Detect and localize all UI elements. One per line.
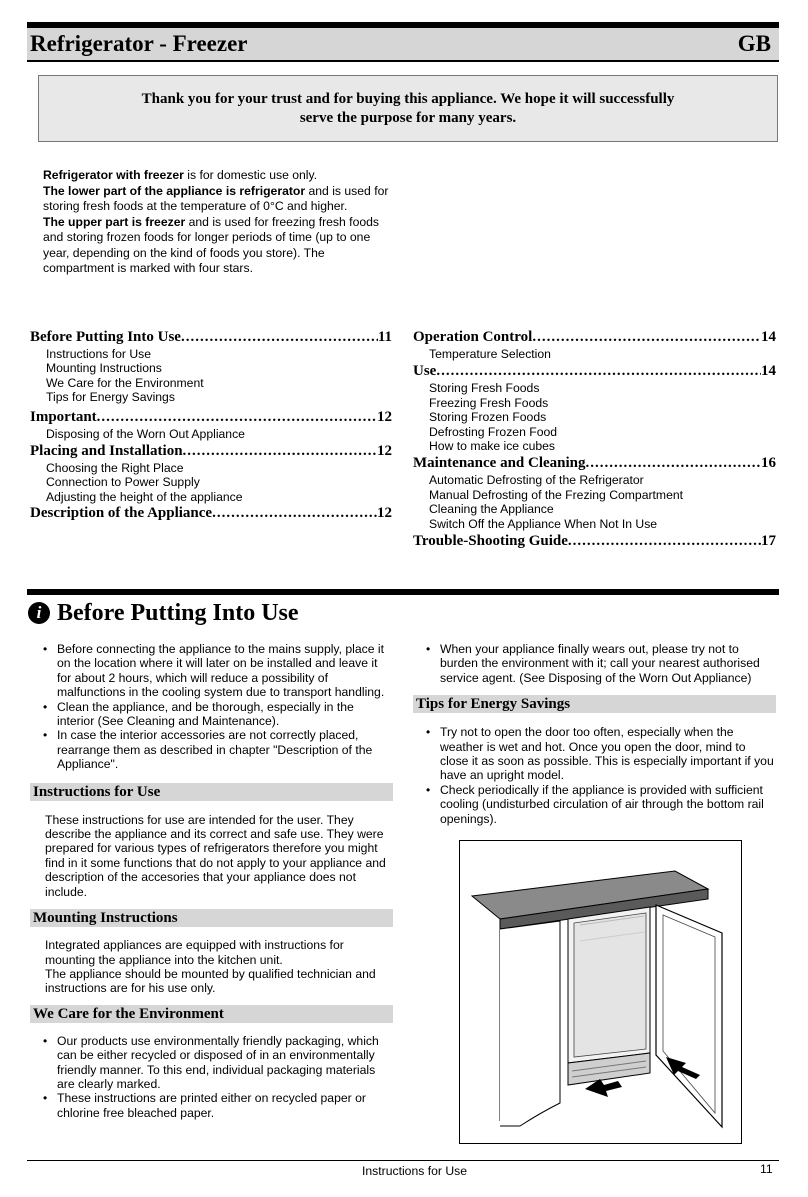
appliance-illustration [459,840,742,1144]
footer-rule [27,1160,779,1161]
fridge-interior [574,913,646,1057]
instructions-paragraph: These instructions for use are intended for the user. They describe the appliance and its correct and safe use. They were prepared for various types of refrigerators therefore you might find in it some functions that do not apply to your appliance and description of the accesories that your appliance does not include. [45,812,386,899]
worn-out-bullets [413,642,776,685]
thank-you-box [38,75,778,142]
list-item: • When your appliance finally wears out, please try not to burden the environment with it; call your nearest authorised service agent. (See Disposing of the Worn Out Appliance) [413,642,776,685]
intro-text-2: and is used for storing fresh foods at the temperature of 0°C and higher. [43,183,389,213]
toc-sub-item[interactable]: Mounting Instructions [46,361,162,376]
toc-entry[interactable]: Use ..... 14 [413,362,776,381]
cabinet-body [500,921,560,1126]
toc-sub-item[interactable]: Storing Frozen Foods [429,410,547,425]
toc-entry[interactable]: Description of the Appliance ..... 12 [30,504,392,523]
toc-sub-item[interactable]: Storing Fresh Foods [429,381,540,396]
language-code: GB [737,31,771,56]
open-door [656,905,722,1127]
subheading-energy: Tips for Energy Savings [413,695,776,713]
toc-entry[interactable]: Placing and Installation ..... 12 [30,442,392,461]
toc-entry[interactable]: Operation Control ..... 14 [413,328,776,347]
intro-bold-3: The upper part is freezer [43,214,186,229]
toc-right [413,328,776,551]
list-item: • Try not to open the door too often, especially when the weather is wet and hot. Once you open the door, mind to close it as soon as possible. This is especially important if you have an upright model. [413,725,776,783]
list-item: • Check periodically if the appliance is provided with sufficient cooling (undisturbed circulation of air through the bottom rail openings). [413,783,776,826]
built-in-fridge-drawing [460,841,741,1143]
toc-sub-item[interactable]: How to make ice cubes [429,439,555,454]
toc-entry[interactable]: Before Putting Into Use ..... 11 [30,328,392,347]
toc-sub-item[interactable]: Disposing of the Worn Out Appliance [46,426,245,441]
subheading-environment: We Care for the Environment [30,1005,393,1023]
toc-sub-item[interactable]: Manual Defrosting of the Frezing Compartment [429,487,684,502]
intro-bold-2: The lower part of the appliance is refrigerator [43,183,306,198]
intro-text-3: and is used for freezing fresh foods and storing frozen foods for longer periods of time (up to one year, depending on the kind of foods you store). The compartment is marked with four stars. [43,214,379,275]
thank-you-line-1: Thank you for your trust and for buying this appliance. We hope it will successfully [141,90,675,107]
toc-sub-item[interactable]: Freezing Fresh Foods [429,395,549,410]
toc-sub-item[interactable]: Temperature Selection [429,347,551,361]
section-rule [27,589,779,595]
energy-bullets [413,725,776,826]
toc-entry[interactable]: Important ..... 12 [30,408,392,427]
environment-bullets [30,1034,393,1120]
page-title: Refrigerator - Freezer [30,31,248,56]
intro-bold-1: Refrigerator with freezer [43,168,184,182]
toc-sub-item[interactable]: Defrosting Frozen Food [429,424,558,439]
page-header [27,28,779,62]
before-use-bullets [30,642,393,772]
section-title [28,597,299,629]
toc-sub-item[interactable]: Adjusting the height of the appliance [46,489,243,504]
list-item: • Before connecting the appliance to the mains supply, place it on the location where it will later on be installed and leave it for about 2 hours, which will reduce a possibility of malfunctions in the cooling system due to transport handling. [30,642,393,700]
toc-sub-item[interactable]: Cleaning the Appliance [429,502,554,517]
toc-sub-item[interactable]: We Care for the Environment [46,375,204,390]
info-icon: i [28,602,50,624]
toc-sub-item[interactable]: Tips for Energy Savings [46,390,175,405]
toc-entry[interactable]: Trouble-Shooting Guide ..... 17 [413,532,776,551]
right-column [413,642,776,826]
left-column [30,642,393,1120]
toc-sub-item[interactable]: Switch Off the Appliance When Not In Use [429,516,658,531]
toc-left [30,328,392,523]
section-title-text: Before Putting Into Use [57,599,299,626]
toc-sub-item[interactable]: Connection to Power Supply [46,475,200,490]
intro-paragraph [43,168,393,277]
intro-text-1: is for domestic use only. [183,168,318,182]
toc-sub-item[interactable]: Instructions for Use [46,347,151,361]
footer-text: Instructions for Use [362,1164,467,1178]
toc-sub-item[interactable]: Choosing the Right Place [46,461,184,476]
mounting-paragraph-2: The appliance should be mounted by qualified technician and instructions are for his use only. [45,966,376,996]
list-item: • Clean the appliance, and be thorough, especially in the interior (See Cleaning and Maintenance). [30,700,393,729]
list-item: • These instructions are printed either on recycled paper or chlorine free bleached paper. [30,1091,393,1120]
toc-entry[interactable]: Maintenance and Cleaning ..... 16 [413,454,776,473]
subheading-mounting: Mounting Instructions [30,909,393,927]
list-item: • Our products use environmentally friendly packaging, which can be either recycled or disposed of in an environmentally friendly manner. To this end, individual packaging materials are clearly marked. [30,1034,393,1092]
list-item: • In case the interior accessories are not correctly placed, rearrange them as described in chapter "Description of the Appliance". [30,728,393,771]
thank-you-line-2: serve the purpose for many years. [299,109,517,126]
page-number: 11 [760,1162,773,1176]
mounting-paragraph-1: Integrated appliances are equipped with instructions for mounting the appliance into the kitchen unit. [45,938,344,967]
subheading-instructions: Instructions for Use [30,783,393,801]
toc-sub-item[interactable]: Automatic Defrosting of the Refrigerator [429,473,644,488]
